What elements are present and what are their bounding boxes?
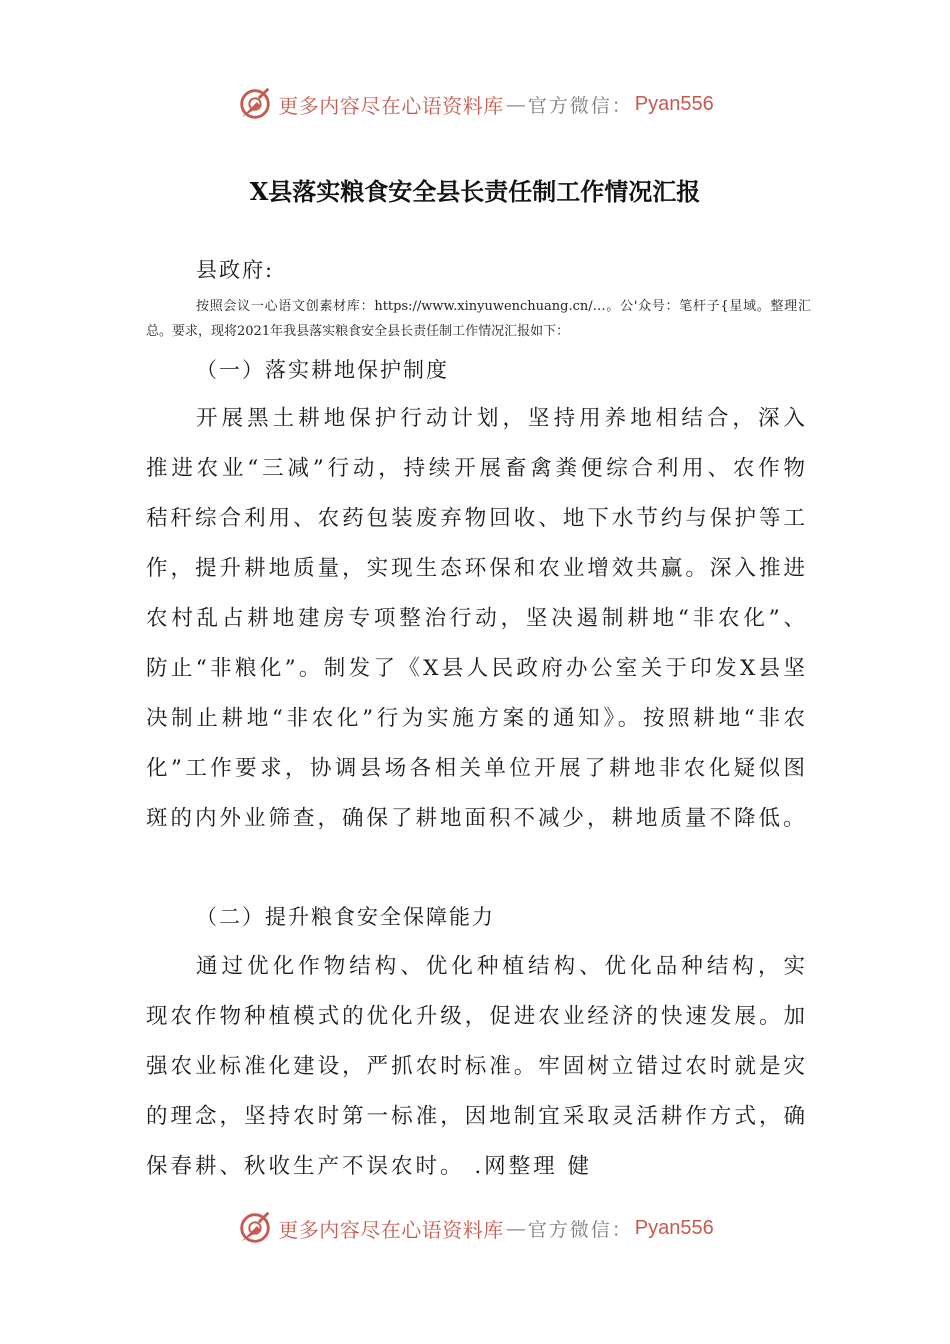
- watermark-dash: —: [505, 92, 526, 116]
- watermark-main-text: 更多内容尽在心语资料库: [278, 1217, 504, 1242]
- watermark-banner-top: [0, 82, 950, 126]
- watermark-handle: Pyan556: [634, 92, 714, 115]
- watermark-dash: —: [505, 1216, 526, 1240]
- document-title: X县落实粮食安全县长责任制工作情况汇报: [249, 177, 701, 206]
- intro-note: 按照会议一心语文创素材库：https://www.xinyuwenchuang.cn/…。公'众号：笔杆子{星域。整理汇总。要求，现将2021年我县落实粮食安全县长责任制工作情况汇报如下：: [146, 299, 811, 339]
- section-2-heading: （二）提升粮食安全保障能力: [196, 905, 495, 929]
- pen-nib-circle-icon: [236, 85, 274, 123]
- pen-nib-circle-icon: [236, 1209, 274, 1247]
- section-2-body: 通过优化作物结构、优化种植结构、优化品种结构，实现农作物种植模式的优化升级，促进农业经济的快速发展。加强农业标准化建设，严抓农时标准。牢固树立错过农时就是灾的理念，坚持农时第一标准，因地制宜采取灵活耕作方式，确保春耕、秋收生产不误农时。 .网整理 健: [146, 954, 808, 1179]
- watermark-sub-text: 官方微信：: [527, 94, 633, 117]
- section-1-heading: （一）落实耕地保护制度: [196, 358, 449, 382]
- watermark-sub-text: 官方微信：: [527, 1218, 633, 1241]
- section-1-body: 开展黑土耕地保护行动计划，坚持用养地相结合，深入推进农业“三减”行动，持续开展畜禽粪便综合利用、农作物秸秆综合利用、农药包装废弃物回收、地下水节约与保护等工作，提升耕地质量，实现生态环保和农业增效共赢。深入推进农村乱占耕地建房专项整治行动，坚决遏制耕地“非农化”、防止“非粮化”。制发了《X县人民政府办公室关于印发X县坚决制止耕地“非农化”行为实施方案的通知》。按照耕地“非农化”工作要求，协调县场各相关单位开展了耕地非农化疑似图斑的内外业筛查，确保了耕地面积不减少，耕地质量不降低。: [146, 406, 808, 831]
- salutation: 县政府:: [196, 258, 275, 282]
- watermark-main-text: 更多内容尽在心语资料库: [278, 93, 504, 118]
- watermark-banner-bottom: [0, 1206, 950, 1250]
- watermark-handle: Pyan556: [634, 1216, 714, 1239]
